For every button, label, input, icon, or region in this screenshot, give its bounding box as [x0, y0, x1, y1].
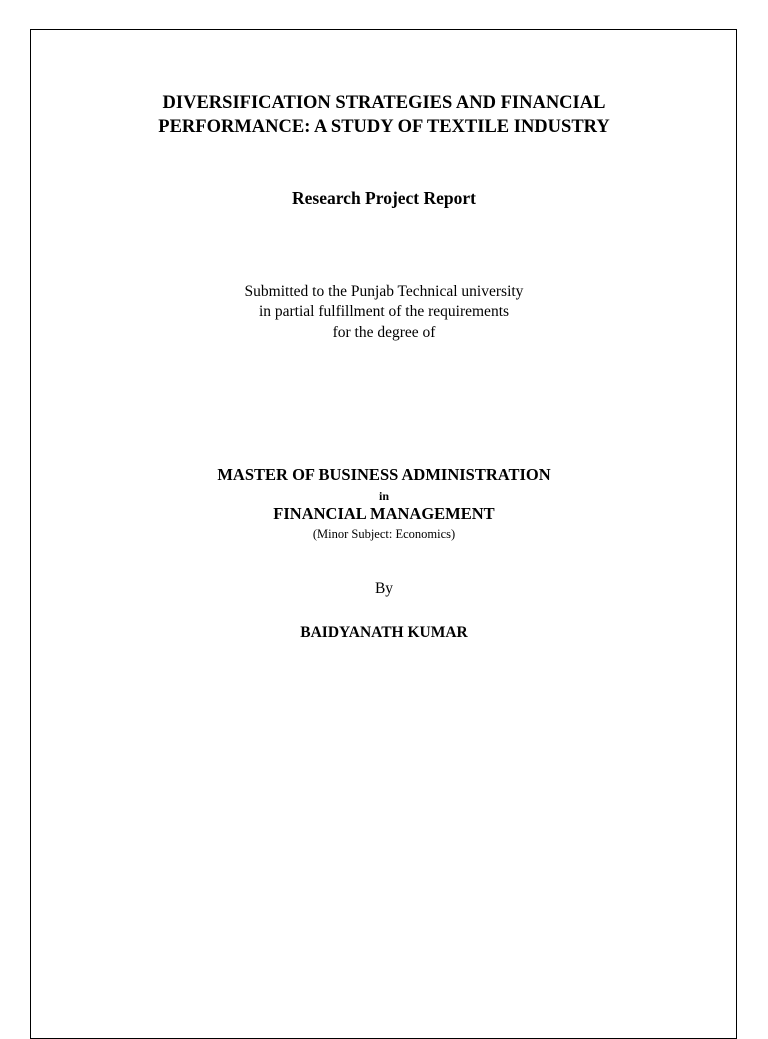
author-name: BAIDYANATH KUMAR [300, 624, 468, 641]
title-line-2: PERFORMANCE: A STUDY OF TEXTILE INDUSTRY [158, 117, 610, 137]
byline-label: By [374, 580, 394, 597]
degree-name: MASTER OF BUSINESS ADMINISTRATION [217, 465, 551, 484]
degree-specialization: FINANCIAL MANAGEMENT [273, 504, 495, 523]
submission-line-1: Submitted to the Punjab Technical university [244, 283, 524, 300]
minor-subject: (Minor Subject: Economics) [312, 527, 456, 541]
submission-line-3: for the degree of [332, 324, 436, 341]
submission-line-2: in partial fulfillment of the requirements [258, 303, 510, 320]
report-type: Research Project Report [292, 188, 476, 208]
degree-connector: in [378, 489, 389, 503]
title-line-1: DIVERSIFICATION STRATEGIES AND FINANCIAL [162, 93, 606, 113]
